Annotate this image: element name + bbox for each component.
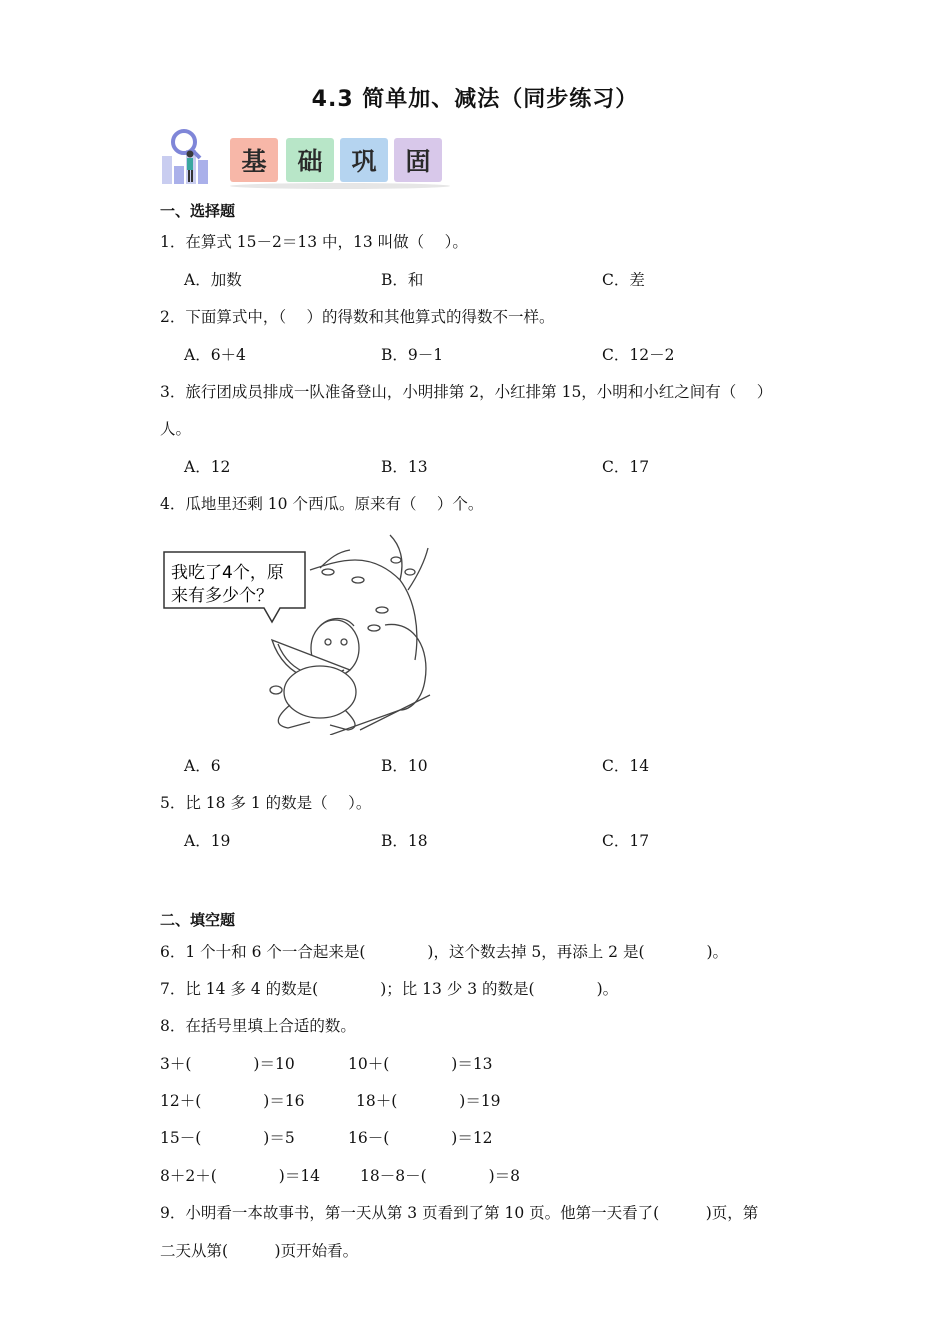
q8-row-4-right: 18－8－( )＝8	[360, 1167, 521, 1185]
q4-option-a: A．6	[184, 757, 221, 775]
question-3-line-1: 3．旅行团成员排成一队准备登山，小明排第 2，小红排第 15，小明和小红之间有（ ）	[160, 383, 773, 401]
question-2: 2．下面算式中，（ ）的得数和其他算式的得数不一样。	[160, 308, 555, 326]
question-5: 5．比 18 多 1 的数是（ ）。	[160, 794, 372, 812]
q8-row-4-left: 8＋2＋( )＝14	[160, 1167, 321, 1185]
q2-option-a: A．6＋4	[184, 346, 246, 364]
banner-char-2: 础	[297, 147, 323, 176]
q3-option-b: B．13	[381, 458, 428, 476]
section-heading-fill: 二、填空题	[160, 911, 236, 929]
section-heading-choice: 一、选择题	[160, 202, 236, 220]
q8-row-1-left: 3＋( )＝10	[160, 1055, 295, 1073]
character-drawing	[270, 619, 359, 731]
banner-char-1: 基	[241, 147, 267, 176]
q3-option-c: C．17	[602, 458, 650, 476]
question-4: 4．瓜地里还剩 10 个西瓜。原来有（ ）个。	[160, 495, 484, 513]
question-8: 8．在括号里填上合适的数。	[160, 1017, 356, 1035]
q5-option-a: A．19	[184, 832, 231, 850]
q8-row-2-left: 12＋( )＝16	[160, 1092, 305, 1110]
page-title: 4.3 简单加、减法（同步练习）	[311, 87, 639, 112]
q8-row-3-right: 16－( )＝12	[348, 1129, 493, 1147]
q5-option-c: C．17	[602, 832, 650, 850]
q8-row-2-right: 18＋( )＝19	[356, 1092, 501, 1110]
q3-option-a: A．12	[184, 458, 231, 476]
q1-option-b: B．和	[381, 271, 424, 289]
watermelon-illustration	[160, 530, 435, 735]
q2-option-c: C．12－2	[602, 346, 675, 364]
section-banner	[160, 126, 460, 190]
q8-row-1-right: 10＋( )＝13	[348, 1055, 493, 1073]
bubble-text-line-1: 我吃了4个，原	[171, 563, 284, 583]
question-6: 6．1 个十和 6 个一合起来是( )，这个数去掉 5，再添上 2 是( )。	[160, 943, 729, 961]
question-1: 1．在算式 15－2＝13 中，13 叫做（ ）。	[160, 233, 468, 251]
question-9-line-1: 9．小明看一本故事书，第一天从第 3 页看到了第 10 页。他第一天看了( )页，第	[160, 1204, 759, 1222]
q2-option-b: B．9－1	[381, 346, 444, 364]
q4-option-b: B．10	[381, 757, 428, 775]
q8-row-3-left: 15－( )＝5	[160, 1129, 295, 1147]
magnifier-chart-icon	[162, 131, 208, 184]
question-9-line-2: 二天从第( )页开始看。	[160, 1242, 359, 1260]
q1-option-c: C．差	[602, 271, 645, 289]
banner-char-3: 巩	[351, 147, 377, 176]
q1-option-a: A．加数	[184, 271, 242, 289]
q4-option-c: C．14	[602, 757, 650, 775]
question-7: 7．比 14 多 4 的数是( )；比 13 少 3 的数是( )。	[160, 980, 619, 998]
q5-option-b: B．18	[381, 832, 428, 850]
bubble-text-line-2: 来有多少个？	[171, 586, 273, 606]
banner-char-4: 固	[405, 147, 431, 176]
question-3-line-2: 人。	[160, 420, 192, 438]
